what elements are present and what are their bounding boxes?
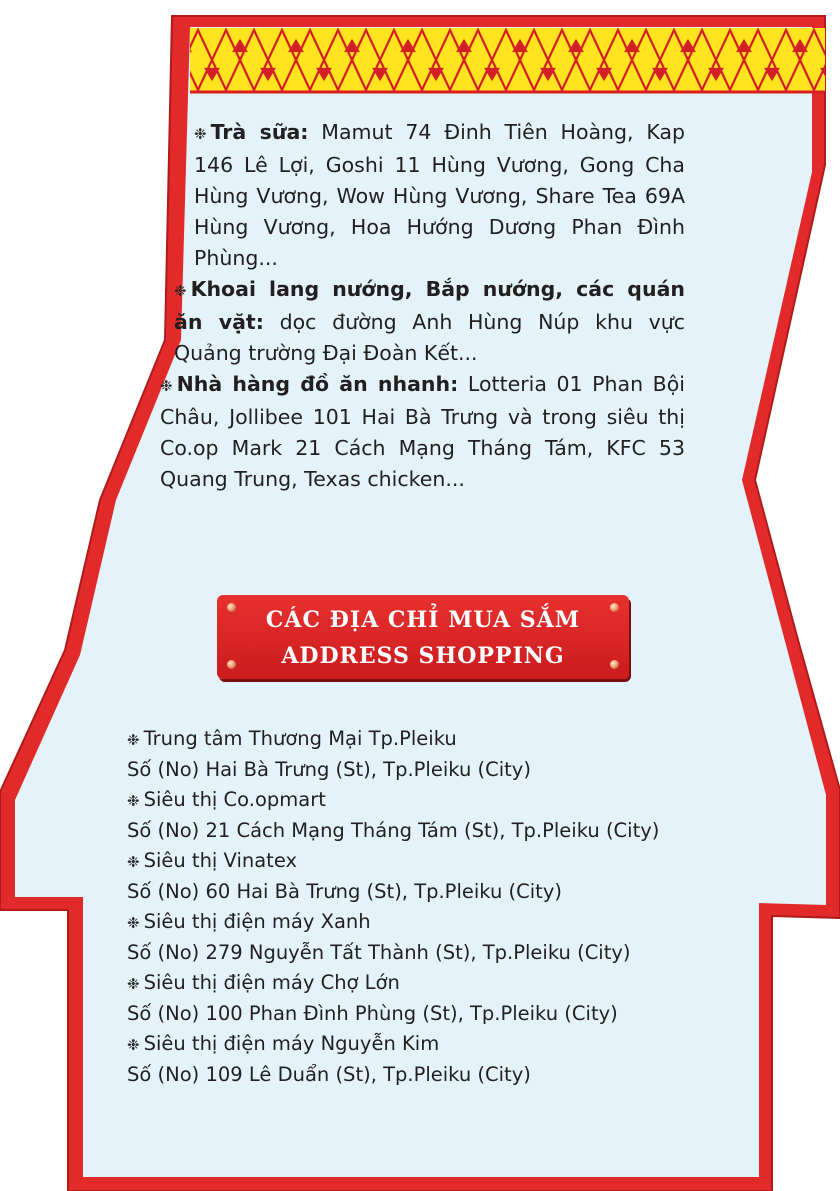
shop-name <box>127 968 727 999</box>
shop-address: Số (No) 109 Lê Duẩn (St), Tp.Pleiku (City) <box>127 1063 531 1086</box>
banner-title-en: ADDRESS SHOPPING <box>281 643 565 669</box>
food-place-text: Lotteria 01 Phan Bội Châu, Jollibee 101 Hai Bà Trưng và trong siêu thị Co.op Mark 21 Cách Mạng Tháng Tám, KFC 53 Quang Trung, Texas chicken... <box>160 372 685 491</box>
shop-name <box>127 907 727 938</box>
food-place-item <box>160 274 685 369</box>
food-place-title: Trà sữa: <box>210 120 309 144</box>
snowflake-bullet-icon: ❉ <box>127 792 140 810</box>
shop-name-text: Siêu thị điện máy Nguyễn Kim <box>143 1032 440 1055</box>
shop-name <box>127 724 727 755</box>
food-places-list <box>160 117 685 495</box>
snowflake-bullet-icon: ❉ <box>127 914 140 932</box>
shopping-banner <box>217 595 629 681</box>
roof-zigzag-band <box>170 28 840 92</box>
shop-address: Số (No) 60 Hai Bà Trưng (St), Tp.Pleiku (City) <box>127 880 562 903</box>
food-place-text: Mamut 74 Đinh Tiên Hoàng, Kap 146 Lê Lợi, Goshi 11 Hùng Vương, Gong Cha Hùng Vương, Wow Hùng Vương, Share Tea 69A Hùng Vương, Hoa Hướng Dương Phan Đình Phùng... <box>194 120 686 270</box>
food-place-title: Nhà hàng đồ ăn nhanh: <box>176 372 459 396</box>
shop-name-text: Siêu thị Vinatex <box>143 849 298 872</box>
banner-title-vi: CÁC ĐỊA CHỈ MUA SẮM <box>265 607 581 633</box>
snowflake-bullet-icon: ❉ <box>127 853 140 871</box>
food-place-title: Khoai lang nướng, Bắp nướng, các quán ăn vặt: <box>174 277 685 334</box>
snowflake-bullet-icon: ❉ <box>174 282 187 300</box>
shop-name-text: Trung tâm Thương Mại Tp.Pleiku <box>143 727 457 750</box>
snowflake-bullet-icon: ❉ <box>127 731 140 749</box>
food-place-text: dọc đường Anh Hùng Núp khu vực Quảng trường Đại Đoàn Kết... <box>174 310 685 365</box>
banner-plate <box>217 595 629 679</box>
snowflake-bullet-icon: ❉ <box>127 1036 140 1054</box>
shop-address: Số (No) Hai Bà Trưng (St), Tp.Pleiku (City) <box>127 758 531 781</box>
snowflake-bullet-icon: ❉ <box>194 125 207 143</box>
shop-address: Số (No) 21 Cách Mạng Tháng Tám (St), Tp.Pleiku (City) <box>127 819 660 842</box>
shop-address: Số (No) 100 Phan Đình Phùng (St), Tp.Pleiku (City) <box>127 1002 618 1025</box>
shop-name-text: Siêu thị Co.opmart <box>143 788 326 811</box>
shop-name <box>127 1029 727 1060</box>
shopping-list <box>127 724 727 1090</box>
shop-name <box>127 846 727 877</box>
shop-name-text: Siêu thị điện máy Xanh <box>143 910 371 933</box>
food-place-item <box>160 369 685 495</box>
food-place-item <box>160 117 685 274</box>
shop-name-text: Siêu thị điện máy Chợ Lớn <box>143 971 400 994</box>
snowflake-bullet-icon: ❉ <box>127 975 140 993</box>
snowflake-bullet-icon: ❉ <box>160 377 173 395</box>
shop-name <box>127 785 727 816</box>
shop-address: Số (No) 279 Nguyễn Tất Thành (St), Tp.Pleiku (City) <box>127 941 631 964</box>
